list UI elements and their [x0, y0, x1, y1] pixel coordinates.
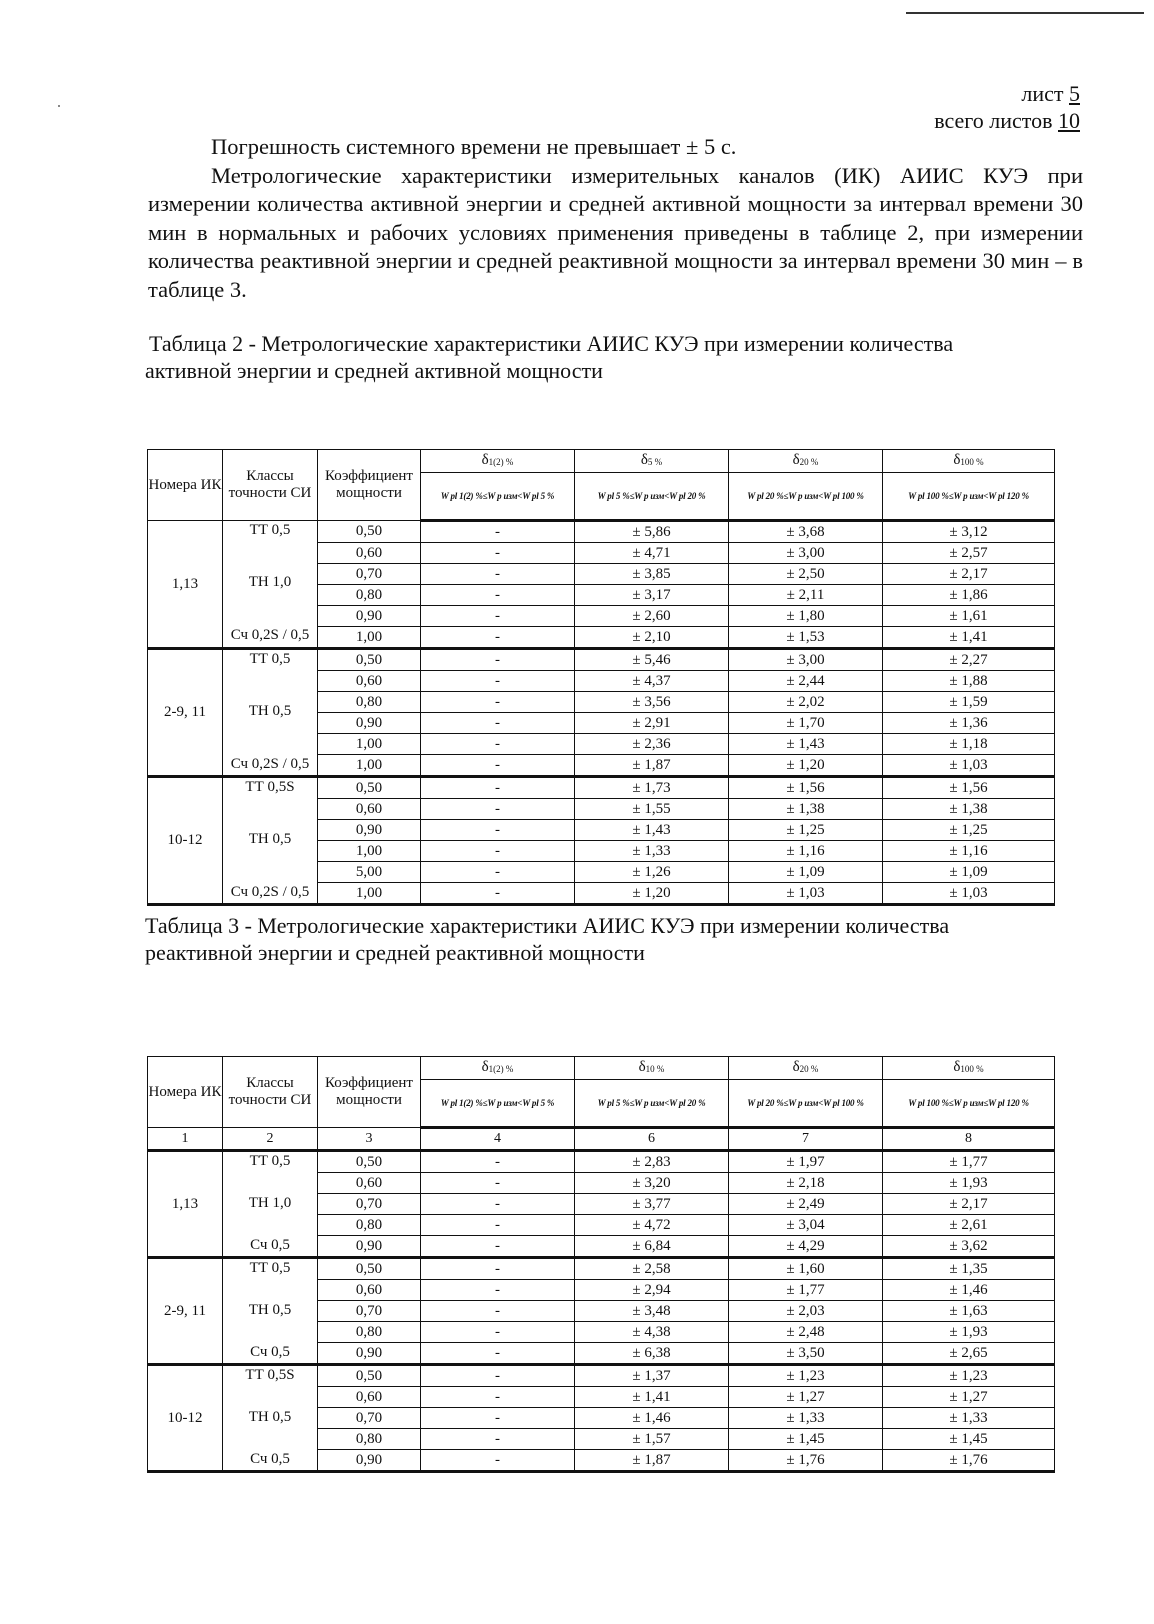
power-factor-cell: 0,90	[318, 606, 421, 627]
error-value-cell: -	[421, 606, 575, 627]
error-value-cell: -	[421, 671, 575, 692]
error-value-cell: ± 1,80	[729, 606, 883, 627]
total-label: всего листов	[934, 108, 1053, 133]
error-value-cell: -	[421, 1194, 575, 1215]
header-classes: Классы точности СИ	[223, 1057, 318, 1128]
error-value-cell: -	[421, 564, 575, 585]
error-value-cell: ± 4,29	[729, 1236, 883, 1258]
table3-caption-line1: Таблица 3 - Метрологические характеристики АИИС КУЭ при измерении количества	[145, 913, 950, 938]
accuracy-classes-cell	[223, 1258, 318, 1365]
error-value-cell: ± 1,45	[883, 1429, 1055, 1450]
paragraph-metrology: Метрологические характеристики измерительных каналов (ИК) АИИС КУЭ при измерении количества активной энергии и средней активной мощности за интервал времени 30 мин в нормальных и рабочих условиях применения приведены в таблице 2, при измерении количества реактивной энергии и средней реактивной мощности за интервал времени 30 мин – в таблице 3.	[148, 162, 1083, 302]
accuracy-classes-cell	[223, 1151, 318, 1258]
error-value-cell: ± 4,37	[575, 671, 729, 692]
header-ik: Номера ИК	[148, 450, 223, 521]
accuracy-class-label: ТН 1,0	[248, 574, 292, 591]
error-value-cell: -	[421, 734, 575, 755]
error-value-cell: -	[421, 521, 575, 543]
power-factor-cell: 0,50	[318, 1151, 421, 1173]
header-delta-10: $\delta_{10 \%}$	[575, 1057, 729, 1080]
error-value-cell: ± 2,11	[729, 585, 883, 606]
error-value-cell: ± 1,59	[883, 692, 1055, 713]
error-value-cell: ± 2,83	[575, 1151, 729, 1173]
power-factor-cell: 0,50	[318, 1258, 421, 1280]
error-value-cell: ± 1,73	[575, 777, 729, 799]
accuracy-class-label: ТТ 0,5	[249, 1153, 291, 1169]
error-value-cell: ± 1,27	[729, 1387, 883, 1408]
power-factor-cell: 0,90	[318, 1343, 421, 1365]
accuracy-class-label: Сч 0,5	[250, 1237, 290, 1253]
table3-caption	[145, 912, 1045, 966]
column-number: 7	[729, 1128, 883, 1151]
error-value-cell: ± 1,77	[883, 1151, 1055, 1173]
error-value-cell: ± 1,20	[729, 755, 883, 777]
table-row	[148, 649, 1055, 671]
error-value-cell: -	[421, 755, 575, 777]
error-value-cell: ± 3,00	[729, 649, 883, 671]
power-factor-cell: 0,90	[318, 1450, 421, 1472]
error-value-cell: -	[421, 692, 575, 713]
error-value-cell: -	[421, 820, 575, 841]
error-value-cell: ± 1,53	[729, 627, 883, 649]
error-value-cell: ± 1,61	[883, 606, 1055, 627]
power-factor-cell: 0,60	[318, 1280, 421, 1301]
header-condition-1: W pl 1(2) %≤W p изм<W pl 5 %	[421, 1080, 575, 1128]
error-value-cell: ± 3,20	[575, 1173, 729, 1194]
error-value-cell: -	[421, 1429, 575, 1450]
error-value-cell: ± 1,25	[883, 820, 1055, 841]
header-condition-100: W pl 100 %≤W p изм≤W pl 120 %	[883, 1080, 1055, 1128]
error-value-cell: ± 2,27	[883, 649, 1055, 671]
error-value-cell: ± 1,56	[883, 777, 1055, 799]
table2	[147, 449, 1055, 906]
total-line	[934, 107, 1080, 134]
error-value-cell: ± 2,17	[883, 1194, 1055, 1215]
body-text	[148, 133, 1083, 304]
header-condition-5: W pl 5 %≤W p изм<W pl 20 %	[575, 473, 729, 521]
accuracy-class-label: Сч 0,2S / 0,5	[230, 755, 310, 772]
power-factor-cell: 0,60	[318, 1387, 421, 1408]
accuracy-classes-cell	[223, 649, 318, 777]
accuracy-class-label: Сч 0,2S / 0,5	[230, 883, 310, 900]
error-value-cell: ± 1,76	[729, 1450, 883, 1472]
header-delta-20: $\delta_{20 \%}$	[729, 450, 883, 473]
ik-number-cell: 10-12	[148, 777, 223, 905]
error-value-cell: -	[421, 777, 575, 799]
ik-number-cell: 1,13	[148, 1151, 223, 1258]
power-factor-cell: 0,50	[318, 521, 421, 543]
error-value-cell: ± 3,48	[575, 1301, 729, 1322]
error-value-cell: -	[421, 1365, 575, 1387]
error-value-cell: ± 1,16	[729, 841, 883, 862]
table-row	[148, 1365, 1055, 1387]
accuracy-class-label: Сч 0,5	[250, 1451, 290, 1467]
error-value-cell: -	[421, 1173, 575, 1194]
error-value-cell: -	[421, 649, 575, 671]
error-value-cell: ± 2,10	[575, 627, 729, 649]
error-value-cell: ± 1,23	[883, 1365, 1055, 1387]
error-value-cell: ± 1,38	[883, 799, 1055, 820]
sheet-info	[934, 80, 1080, 134]
error-value-cell: ± 1,27	[883, 1387, 1055, 1408]
error-value-cell: -	[421, 841, 575, 862]
error-value-cell: ± 4,38	[575, 1322, 729, 1343]
accuracy-class-label: Сч 0,5	[250, 1344, 290, 1360]
error-value-cell: ± 3,85	[575, 564, 729, 585]
sheet-number: 5	[1069, 81, 1080, 106]
error-value-cell: -	[421, 1301, 575, 1322]
table-row	[148, 521, 1055, 543]
column-number: 6	[575, 1128, 729, 1151]
power-factor-cell: 0,90	[318, 1236, 421, 1258]
error-value-cell: ± 1,55	[575, 799, 729, 820]
accuracy-class-label: ТТ 0,5	[249, 651, 291, 667]
power-factor-cell: 0,70	[318, 1194, 421, 1215]
error-value-cell: -	[421, 1151, 575, 1173]
accuracy-classes-cell	[223, 1365, 318, 1472]
header-delta-20: $\delta_{20 \%}$	[729, 1057, 883, 1080]
error-value-cell: ± 1,77	[729, 1280, 883, 1301]
error-value-cell: ± 2,48	[729, 1322, 883, 1343]
sheet-label: лист	[1021, 81, 1064, 106]
error-value-cell: ± 3,50	[729, 1343, 883, 1365]
error-value-cell: ± 3,62	[883, 1236, 1055, 1258]
error-value-cell: ± 3,17	[575, 585, 729, 606]
accuracy-class-label: ТН 0,5	[248, 703, 292, 720]
error-value-cell: ± 3,56	[575, 692, 729, 713]
error-value-cell: ± 1,87	[575, 755, 729, 777]
error-value-cell: ± 1,03	[883, 755, 1055, 777]
accuracy-class-label: ТН 0,5	[248, 1409, 292, 1425]
error-value-cell: ± 1,46	[883, 1280, 1055, 1301]
table2-caption	[145, 330, 1045, 384]
header-condition-20: W pl 20 %≤W p изм<W pl 100 %	[729, 1080, 883, 1128]
error-value-cell: -	[421, 1322, 575, 1343]
error-value-cell: ± 5,86	[575, 521, 729, 543]
header-condition-1: W pl 1(2) %≤W p изм<W pl 5 %	[421, 473, 575, 521]
power-factor-cell: 0,90	[318, 820, 421, 841]
error-value-cell: ± 2,50	[729, 564, 883, 585]
error-value-cell: ± 1,35	[883, 1258, 1055, 1280]
table2-caption-line2: активной энергии и средней активной мощности	[145, 358, 603, 383]
accuracy-classes-cell	[223, 777, 318, 905]
table-row	[148, 1151, 1055, 1173]
error-value-cell: ± 1,93	[883, 1173, 1055, 1194]
error-value-cell: ± 1,45	[729, 1429, 883, 1450]
accuracy-class-label: ТТ 0,5	[249, 1260, 291, 1276]
error-value-cell: ± 2,58	[575, 1258, 729, 1280]
accuracy-class-label: ТН 0,5	[248, 1302, 292, 1318]
power-factor-cell: 0,80	[318, 692, 421, 713]
error-value-cell: ± 1,25	[729, 820, 883, 841]
scan-speck	[58, 105, 60, 107]
power-factor-cell: 0,90	[318, 713, 421, 734]
paragraph-time-error: Погрешность системного времени не превышает ± 5 с.	[211, 134, 737, 159]
error-value-cell: ± 1,33	[575, 841, 729, 862]
header-condition-10: W pl 5 %≤W p изм<W pl 20 %	[575, 1080, 729, 1128]
power-factor-cell: 0,60	[318, 671, 421, 692]
top-rule	[906, 12, 1144, 14]
error-value-cell: ± 1,20	[575, 883, 729, 905]
accuracy-class-label: ТН 0,5	[248, 831, 292, 848]
error-value-cell: ± 1,43	[729, 734, 883, 755]
power-factor-cell: 0,50	[318, 777, 421, 799]
error-value-cell: ± 1,60	[729, 1258, 883, 1280]
error-value-cell: ± 3,68	[729, 521, 883, 543]
header-classes: Классы точности СИ	[223, 450, 318, 521]
power-factor-cell: 5,00	[318, 862, 421, 883]
table3	[147, 1056, 1055, 1473]
error-value-cell: ± 5,46	[575, 649, 729, 671]
header-power-factor: Коэффициент мощности	[318, 1057, 421, 1128]
column-number: 2	[223, 1128, 318, 1151]
header-condition-100: W pl 100 %≤W p изм<W pl 120 %	[883, 473, 1055, 521]
error-value-cell: ± 1,03	[729, 883, 883, 905]
error-value-cell: ± 2,61	[883, 1215, 1055, 1236]
error-value-cell: -	[421, 1408, 575, 1429]
accuracy-class-label: ТН 1,0	[248, 1195, 292, 1211]
table3-caption-line2: реактивной энергии и средней реактивной мощности	[145, 940, 645, 965]
power-factor-cell: 0,80	[318, 1429, 421, 1450]
error-value-cell: ± 3,77	[575, 1194, 729, 1215]
error-value-cell: ± 1,23	[729, 1365, 883, 1387]
error-value-cell: ± 1,03	[883, 883, 1055, 905]
error-value-cell: ± 1,16	[883, 841, 1055, 862]
error-value-cell: -	[421, 883, 575, 905]
error-value-cell: ± 2,02	[729, 692, 883, 713]
error-value-cell: ± 1,86	[883, 585, 1055, 606]
sheet-line	[934, 80, 1080, 107]
table-row	[148, 777, 1055, 799]
table2-caption-line1: Таблица 2 - Метрологические характеристики АИИС КУЭ при измерении количества	[149, 331, 954, 356]
accuracy-class-label: ТТ 0,5S	[245, 1367, 295, 1383]
column-number: 1	[148, 1128, 223, 1151]
power-factor-cell: 0,60	[318, 543, 421, 564]
error-value-cell: -	[421, 1236, 575, 1258]
power-factor-cell: 1,00	[318, 755, 421, 777]
error-value-cell: -	[421, 627, 575, 649]
power-factor-cell: 1,00	[318, 627, 421, 649]
error-value-cell: ± 1,46	[575, 1408, 729, 1429]
power-factor-cell: 0,70	[318, 564, 421, 585]
power-factor-cell: 1,00	[318, 734, 421, 755]
column-numbers-row	[148, 1128, 1055, 1151]
error-value-cell: -	[421, 1343, 575, 1365]
error-value-cell: ± 4,72	[575, 1215, 729, 1236]
error-value-cell: ± 1,63	[883, 1301, 1055, 1322]
error-value-cell: ± 1,37	[575, 1365, 729, 1387]
error-value-cell: ± 2,60	[575, 606, 729, 627]
error-value-cell: ± 2,17	[883, 564, 1055, 585]
ik-number-cell: 2-9, 11	[148, 1258, 223, 1365]
error-value-cell: ± 2,91	[575, 713, 729, 734]
header-power-factor: Коэффициент мощности	[318, 450, 421, 521]
error-value-cell: ± 2,49	[729, 1194, 883, 1215]
power-factor-cell: 0,60	[318, 799, 421, 820]
error-value-cell: -	[421, 862, 575, 883]
error-value-cell: ± 1,88	[883, 671, 1055, 692]
error-value-cell: ± 3,12	[883, 521, 1055, 543]
error-value-cell: -	[421, 585, 575, 606]
header-delta-1: $\delta_{1(2) \%}$	[421, 1057, 575, 1080]
error-value-cell: -	[421, 1215, 575, 1236]
power-factor-cell: 0,50	[318, 649, 421, 671]
ik-number-cell: 10-12	[148, 1365, 223, 1472]
error-value-cell: -	[421, 1387, 575, 1408]
error-value-cell: ± 1,33	[729, 1408, 883, 1429]
error-value-cell: ± 3,04	[729, 1215, 883, 1236]
column-number: 4	[421, 1128, 575, 1151]
header-condition-20: W pl 20 %≤W p изм<W pl 100 %	[729, 473, 883, 521]
error-value-cell: -	[421, 1280, 575, 1301]
error-value-cell: ± 2,36	[575, 734, 729, 755]
header-delta-100: $\delta_{100 \%}$	[883, 1057, 1055, 1080]
error-value-cell: -	[421, 799, 575, 820]
header-delta-100: $\delta_{100 \%}$	[883, 450, 1055, 473]
error-value-cell: ± 2,57	[883, 543, 1055, 564]
error-value-cell: ± 6,38	[575, 1343, 729, 1365]
error-value-cell: ± 4,71	[575, 543, 729, 564]
ik-number-cell: 1,13	[148, 521, 223, 649]
accuracy-classes-cell	[223, 521, 318, 649]
accuracy-class-label: Сч 0,2S / 0,5	[230, 626, 310, 643]
error-value-cell: ± 1,93	[883, 1322, 1055, 1343]
error-value-cell: ± 1,43	[575, 820, 729, 841]
power-factor-cell: 0,50	[318, 1365, 421, 1387]
power-factor-cell: 0,80	[318, 1322, 421, 1343]
error-value-cell: -	[421, 1450, 575, 1472]
error-value-cell: ± 1,33	[883, 1408, 1055, 1429]
column-number: 3	[318, 1128, 421, 1151]
error-value-cell: ± 3,00	[729, 543, 883, 564]
error-value-cell: ± 1,09	[883, 862, 1055, 883]
error-value-cell: ± 2,65	[883, 1343, 1055, 1365]
ik-number-cell: 2-9, 11	[148, 649, 223, 777]
error-value-cell: ± 1,70	[729, 713, 883, 734]
error-value-cell: ± 2,03	[729, 1301, 883, 1322]
error-value-cell: ± 1,38	[729, 799, 883, 820]
error-value-cell: -	[421, 543, 575, 564]
table-row	[148, 1258, 1055, 1280]
error-value-cell: ± 1,41	[883, 627, 1055, 649]
error-value-cell: ± 1,36	[883, 713, 1055, 734]
error-value-cell: ± 1,18	[883, 734, 1055, 755]
error-value-cell: ± 1,56	[729, 777, 883, 799]
power-factor-cell: 1,00	[318, 841, 421, 862]
error-value-cell: ± 1,97	[729, 1151, 883, 1173]
error-value-cell: -	[421, 713, 575, 734]
power-factor-cell: 0,70	[318, 1301, 421, 1322]
header-delta-5: $\delta_{5 \%}$	[575, 450, 729, 473]
error-value-cell: ± 2,94	[575, 1280, 729, 1301]
error-value-cell: ± 1,87	[575, 1450, 729, 1472]
error-value-cell: ± 1,09	[729, 862, 883, 883]
power-factor-cell: 0,80	[318, 585, 421, 606]
error-value-cell: ± 2,44	[729, 671, 883, 692]
column-number: 8	[883, 1128, 1055, 1151]
power-factor-cell: 0,70	[318, 1408, 421, 1429]
power-factor-cell: 0,80	[318, 1215, 421, 1236]
power-factor-cell: 1,00	[318, 883, 421, 905]
accuracy-class-label: ТТ 0,5S	[245, 779, 295, 795]
error-value-cell: ± 2,18	[729, 1173, 883, 1194]
total-number: 10	[1058, 108, 1080, 133]
header-ik: Номера ИК	[148, 1057, 223, 1128]
power-factor-cell: 0,60	[318, 1173, 421, 1194]
accuracy-class-label: ТТ 0,5	[249, 522, 291, 538]
error-value-cell: ± 1,41	[575, 1387, 729, 1408]
header-delta-1: $\delta_{1(2) \%}$	[421, 450, 575, 473]
error-value-cell: ± 1,57	[575, 1429, 729, 1450]
error-value-cell: ± 1,26	[575, 862, 729, 883]
error-value-cell: ± 6,84	[575, 1236, 729, 1258]
error-value-cell: -	[421, 1258, 575, 1280]
error-value-cell: ± 1,76	[883, 1450, 1055, 1472]
